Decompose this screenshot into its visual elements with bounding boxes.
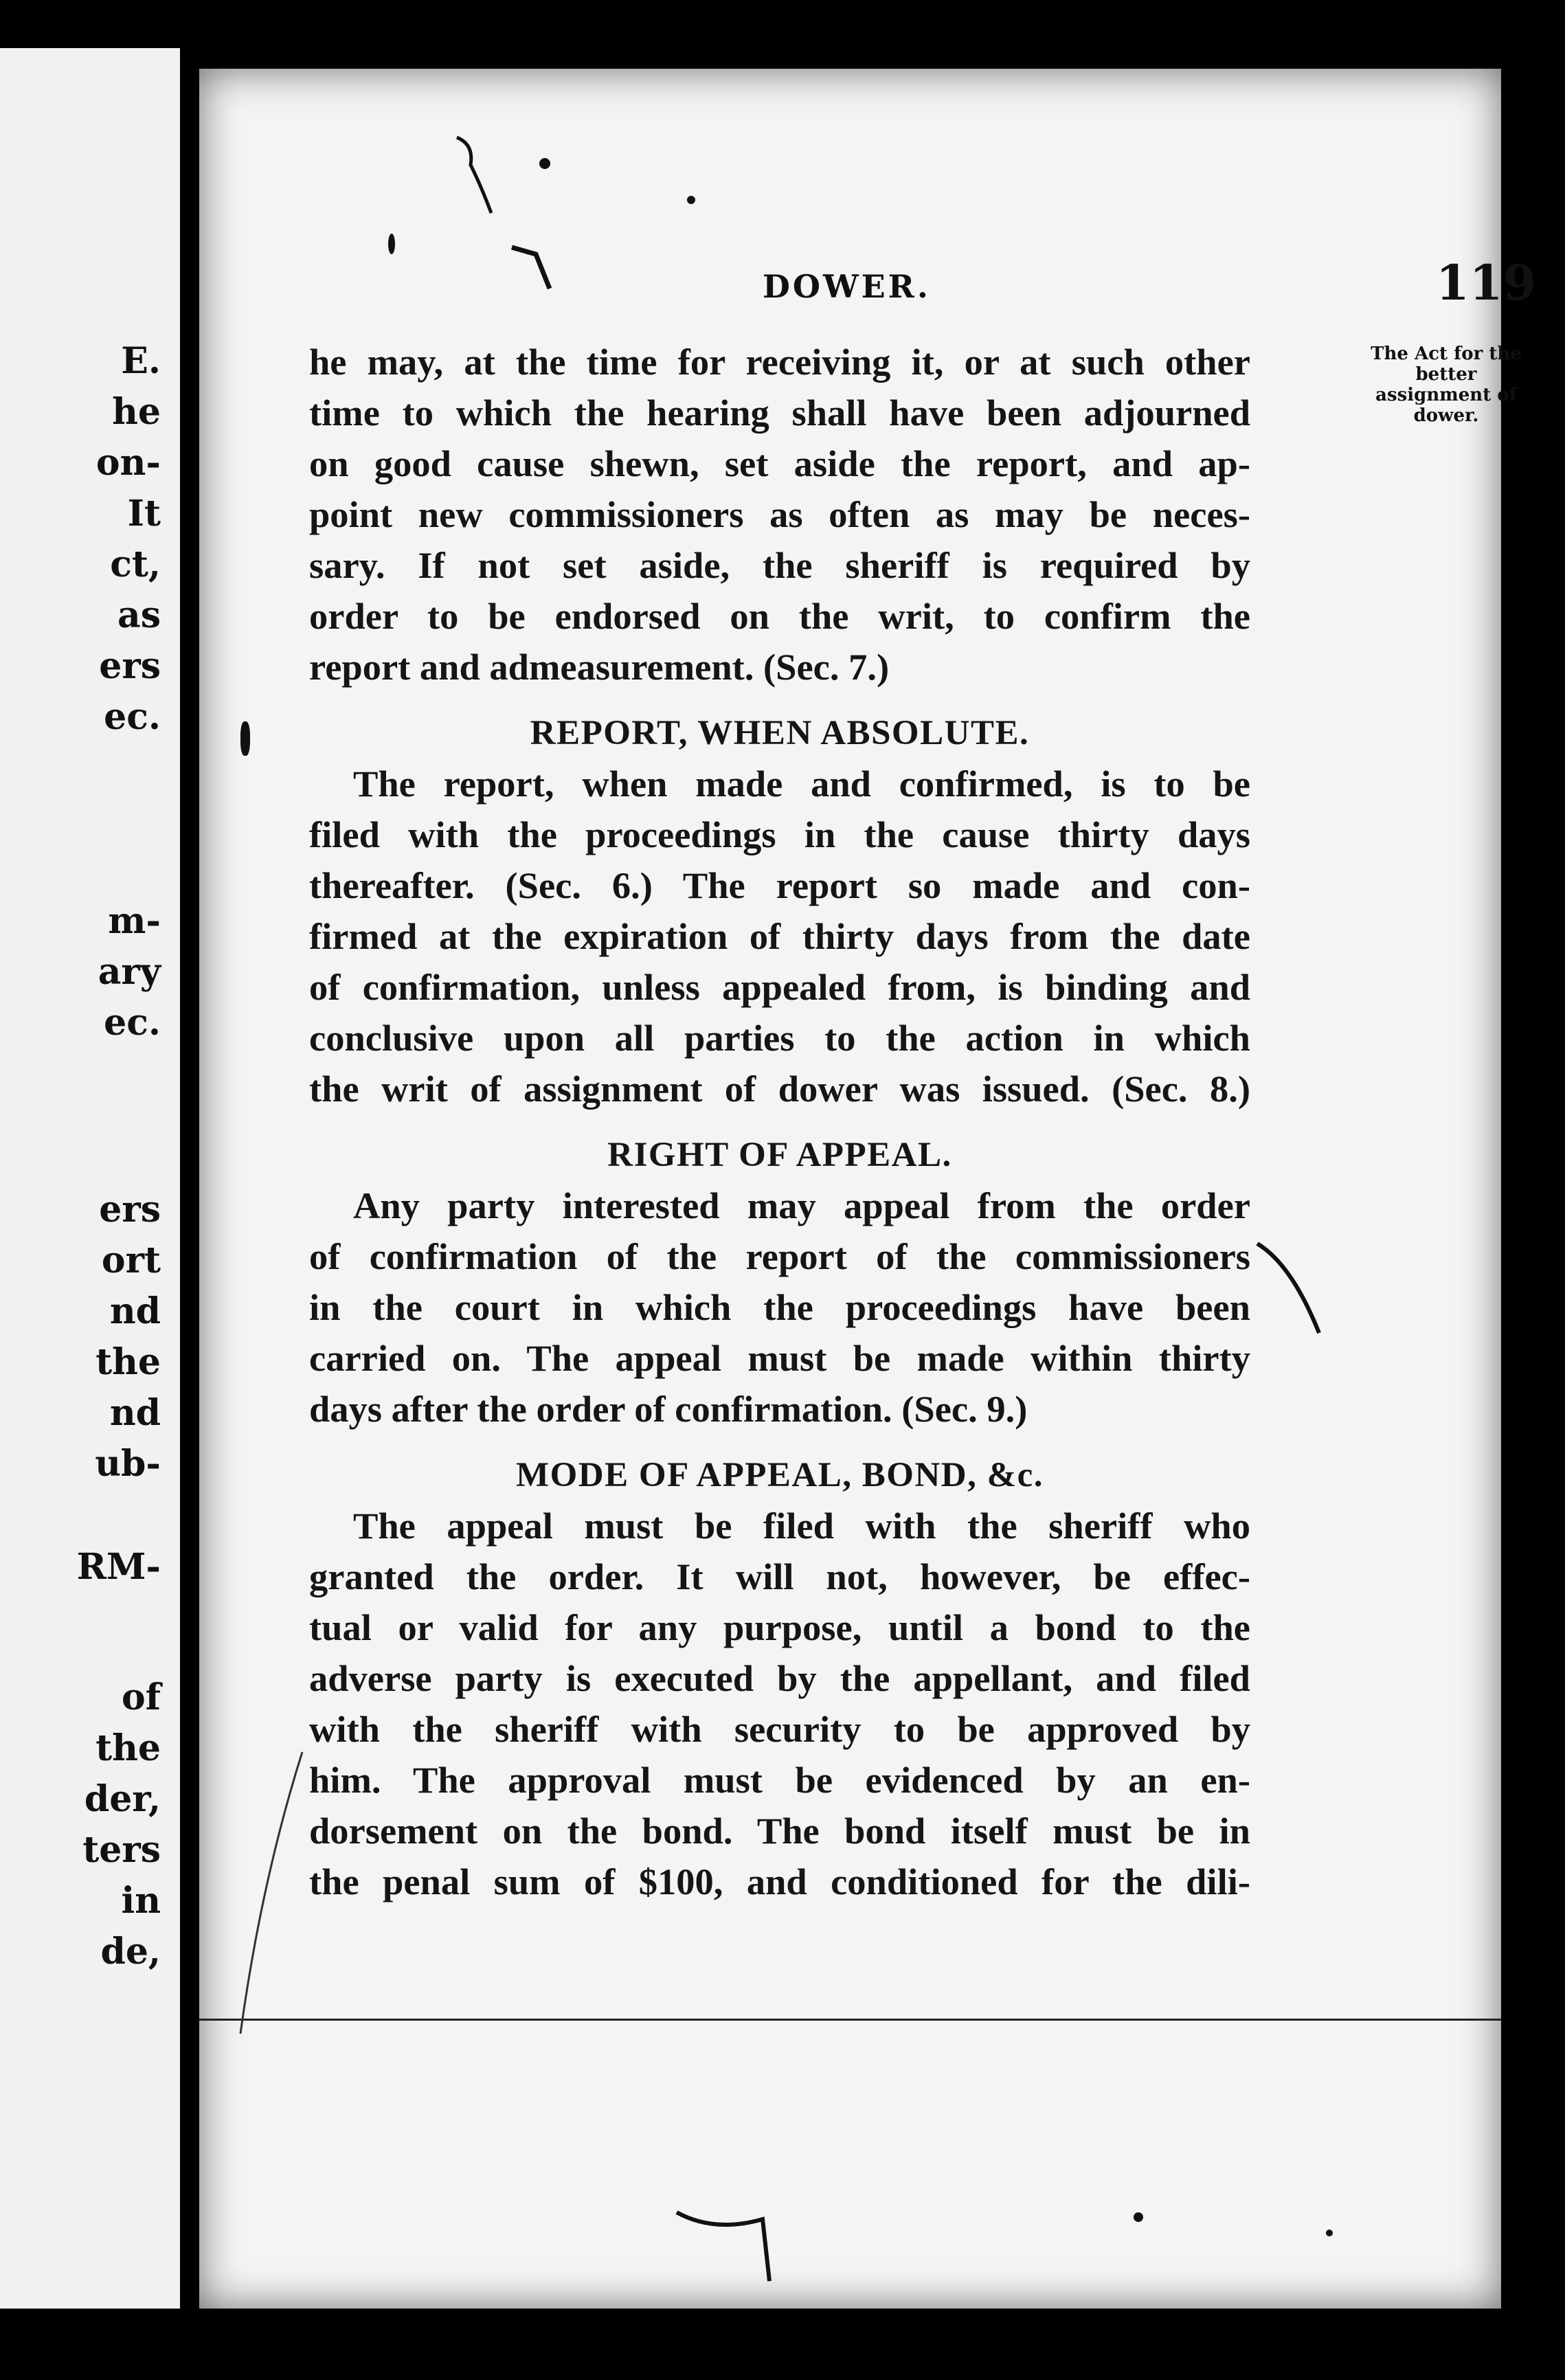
- left-page-line: ers: [99, 645, 161, 687]
- bottom-rule: [199, 2019, 1501, 2021]
- text-line: of confirmation of the report of the commissioners: [309, 1235, 1250, 1277]
- text-line: The appeal must be filed with the sheriff who: [353, 1505, 1250, 1547]
- scan-mark: [673, 2185, 811, 2295]
- margin-note: The Act for the better assignment of dower.: [1371, 344, 1522, 426]
- section-heading: REPORT, WHEN ABSOLUTE.: [530, 714, 1030, 752]
- left-page-fragment: [0, 48, 180, 2309]
- text-line: carried on. The appeal must be made within thirty: [309, 1337, 1250, 1379]
- text-line: report and admeasurement. (Sec. 7.): [309, 646, 890, 688]
- text-line: dorsement on the bond. The bond itself must be in: [309, 1810, 1250, 1852]
- text-line: sary. If not set aside, the sheriff is required by: [309, 544, 1250, 586]
- left-page-line: ort: [101, 1239, 161, 1281]
- left-page-line: ters: [82, 1829, 161, 1871]
- text-line: on good cause shewn, set aside the report, and ap-: [309, 442, 1250, 484]
- section-heading: MODE OF APPEAL, BOND, &c.: [516, 1456, 1044, 1494]
- left-page-line: RM-: [76, 1546, 161, 1588]
- left-page-line: on-: [95, 442, 161, 484]
- scan-speck: [1326, 2230, 1333, 2236]
- left-page-line: m-: [108, 900, 161, 942]
- text-line: adverse party is executed by the appellant, and filed: [309, 1657, 1250, 1699]
- scan-speck: [539, 158, 550, 169]
- left-page-line: It: [127, 493, 161, 535]
- text-line: with the sheriff with security to be approved by: [309, 1708, 1250, 1750]
- left-page-line: ec.: [104, 696, 161, 738]
- section-heading: RIGHT OF APPEAL.: [607, 1136, 952, 1174]
- text-line: of confirmation, unless appealed from, is binding and: [309, 966, 1250, 1008]
- left-page-line: ub-: [95, 1443, 161, 1485]
- left-page-line: de,: [100, 1931, 161, 1973]
- text-line: thereafter. (Sec. 6.) The report so made and con-: [309, 864, 1250, 906]
- text-line: filed with the proceedings in the cause thirty days: [309, 813, 1250, 855]
- left-page-line: as: [117, 594, 161, 636]
- left-page-line: ct,: [110, 543, 161, 585]
- text-line: days after the order of confirmation. (Sec. 9.): [309, 1388, 1028, 1430]
- scan-speck: [388, 234, 395, 254]
- left-page-line: der,: [84, 1778, 161, 1820]
- text-line: in the court in which the proceedings have been: [309, 1286, 1250, 1328]
- text-line: The report, when made and confirmed, is to be: [353, 763, 1250, 805]
- scan-mark: [453, 131, 508, 220]
- page-number: 119: [1436, 254, 1537, 311]
- text-line: him. The approval must be evidenced by an en-: [309, 1759, 1250, 1801]
- scan-speck: [687, 196, 695, 204]
- text-line: conclusive upon all parties to the action in which: [309, 1017, 1250, 1059]
- text-line: the penal sum of $100, and conditioned for the dili-: [309, 1861, 1250, 1902]
- left-page-line: nd: [109, 1290, 161, 1332]
- left-page-line: ers: [99, 1189, 161, 1231]
- scan-mark: [179, 1745, 357, 2075]
- left-page-line: the: [95, 1727, 161, 1769]
- text-line: point new commissioners as often as may be neces-: [309, 493, 1250, 535]
- scan-speck: [240, 721, 250, 756]
- scan-mark: [508, 240, 563, 302]
- left-page-line: in: [121, 1880, 161, 1922]
- left-page-line: nd: [109, 1392, 161, 1434]
- left-page-line: of: [121, 1676, 161, 1718]
- text-line: order to be endorsed on the writ, to confirm the: [309, 595, 1250, 637]
- left-page-line: ec.: [104, 1002, 161, 1044]
- scan-speck: [1134, 2212, 1143, 2222]
- left-page-line: E.: [121, 340, 161, 382]
- scan-mark: [1250, 1237, 1333, 1347]
- book-page: [199, 69, 1537, 2309]
- running-head: DOWER.: [763, 268, 931, 305]
- text-line: the writ of assignment of dower was issued. (Sec. 8.): [309, 1068, 1250, 1110]
- body-text: [309, 337, 1250, 1907]
- text-line: Any party interested may appeal from the order: [353, 1185, 1250, 1226]
- text-line: time to which the hearing shall have been adjourned: [309, 392, 1250, 434]
- left-page-line: he: [112, 391, 161, 433]
- text-line: he may, at the time for receiving it, or at such other: [309, 341, 1250, 383]
- text-line: tual or valid for any purpose, until a bond to the: [309, 1606, 1250, 1648]
- text-line: granted the order. It will not, however, be effec-: [309, 1556, 1250, 1597]
- left-page-line: ary: [98, 951, 161, 993]
- text-line: firmed at the expiration of thirty days from the date: [309, 915, 1250, 957]
- left-page-line: the: [95, 1341, 161, 1383]
